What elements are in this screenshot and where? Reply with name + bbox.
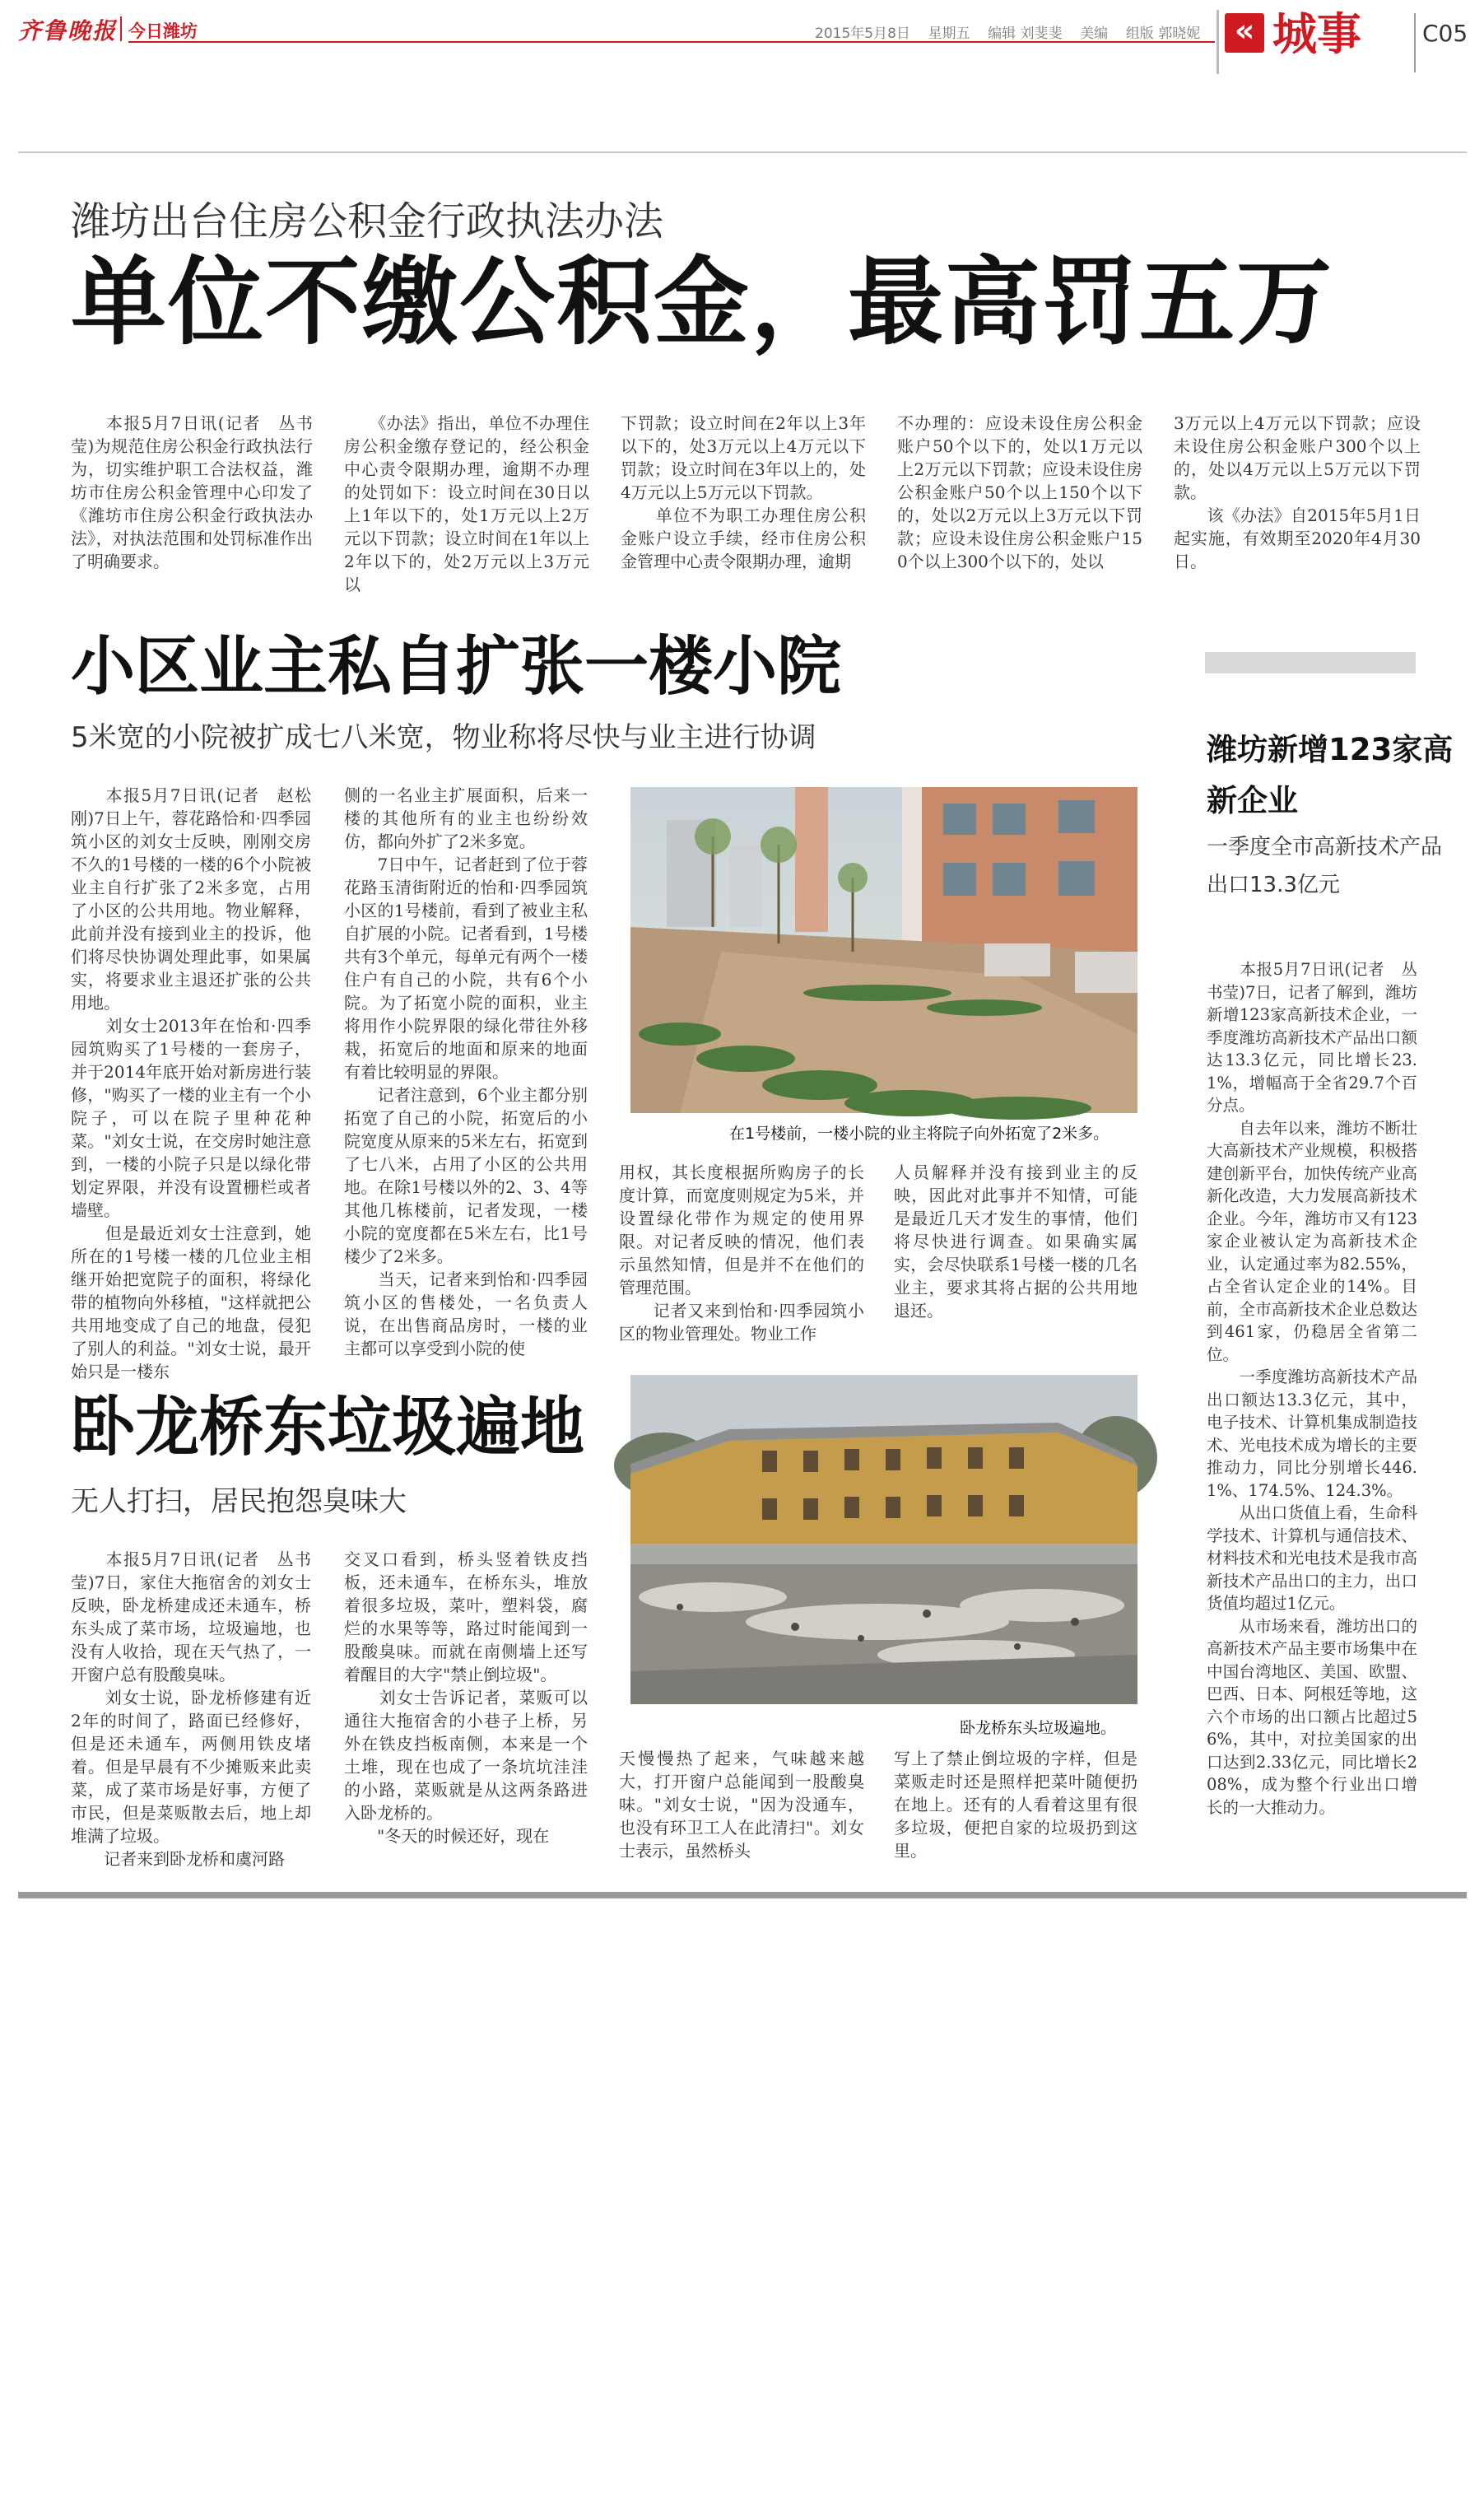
newspaper-logo: 齐鲁晚报 [18,17,118,44]
story3-column-4: 写上了禁止倒垃圾的字样，但是菜贩走时还是照样把菜叶随便扔在地上。还有的人看着这里有很多垃圾，便把自家的垃圾扔到这里。 [894,1749,1137,1861]
logo-divider [120,16,122,41]
story2-subhead: 5米宽的小院被扩成七八米宽，物业称将尽快与业主进行协调 [71,721,816,754]
section-arrow-icon: « [1225,13,1264,53]
section-title: 城事 [1272,8,1361,60]
sidebar-top-bar [1205,652,1416,673]
story1-column-2: 《办法》指出，单位不办理住房公积金缴存登记的，经公积金中心责令限期办理，逾期不办理的处罚如下：设立时间在30日以上1年以下的，处1万元以上2万元以下罚款；设立时间在1年以上2年以下的，处2万元以上3万元以 [344,413,589,594]
section-name: 今日潍坊 [128,21,198,41]
issue-info [815,21,1200,42]
story1-kicker: 潍坊出台住房公积金行政执法办法 [71,198,664,245]
sidebar-headline: 潍坊新增123家高新企业 [1207,732,1454,818]
issue-weekday: 星期五 [928,26,970,42]
residential-yard-illustration [630,787,1137,1113]
story2-column-2: 侧的一名业主扩展面积，后来一楼的其他所有的业主也纷纷效仿，都向外扩了2米多宽。 7日中午，记者赶到了位于蓉花路玉清街附近的怡和·四季园筑小区的1号楼前，看到了被业主私自扩展的小院。记者看到，1号楼共有3个单元，每单元有两个一楼住户有自己的小院，共有6个小院。为了拓宽小院的面积，业主将用作小院界限的绿化带往外移栽，拓宽后的地面和原来的地面有着比较明显的界限。 记者注意到，6个业主都分别拓宽了自己的小院，拓宽后的小院宽度从原来的5米左右，拓宽到了七八米，占用了小区的公共用地。在除1号楼以外的2、3、4等其他几栋楼前，记者发现，一楼小院的宽度都在5米左右，比1号楼少了2米多。 当天，记者来到怡和·四季园筑小区的售楼处，一名负责人说，在出售商品房时，一楼的业主都可以享受到小院的使 [344,785,588,1358]
issue-date: 2015年5月8日 [815,26,910,42]
story3-headline: 卧龙桥东垃圾遍地 [71,1391,585,1465]
layout-credit: 组版 郭晓妮 [1125,26,1201,42]
story1-column-3: 下罚款；设立时间在2年以上3年以下的，处3万元以上4万元以下罚款；设立时间在3年以上的，处4万元以上5万元以下罚款。 单位不为职工办理住房公积金账户设立手续，经市住房公积金管理中心责令限期办理，逾期 [621,413,866,571]
bottom-rule [18,1892,1467,1898]
page-number: C05 [1422,20,1468,47]
story3-column-1: 本报5月7日讯(记者 丛书莹)7日，家住大拖宿舍的刘女士反映，卧龙桥建成还未通车，桥东头成了菜市场，垃圾遍地，也没有人收拾，现在天气热了，一开窗户总有股酸臭味。 刘女士说，卧龙桥修建有近2年的时间了，路面已经修好，但是还未通车，两侧用铁皮堵着。但是早晨有不少摊贩来此卖菜，成了菜市场是好事，方便了市民，但是菜贩散去后，地上却堆满了垃圾。 记者来到卧龙桥和虞河路 [71,1549,311,1869]
residential-yard-photo [630,787,1137,1113]
designer-credit: 美编 [1080,26,1109,42]
story3-column-3: 天慢慢热了起来，气味越来越大，打开窗户总能闻到一股酸臭味。"刘女士说，"因为没通车，也没有环卫工人在此清扫"。刘女士表示，虽然桥头 [619,1749,864,1861]
masthead [0,0,1484,82]
story3-photo-caption: 卧龙桥东头垃圾遍地。 [960,1719,1117,1737]
story1-column-4: 不办理的：应设未设住房公积金账户50个以下的，处以1万元以上2万元以下罚款；应设未设住房公积金账户50个以上150个以下的，处以2万元以上3万元以下罚款；应设未设住房公积金账户150个以上300个以下的，处以 [897,413,1142,571]
masthead-divider-right [1414,13,1416,72]
story2-headline: 小区业主私自扩张一楼小院 [71,630,842,704]
story2-column-4: 人员解释并没有接到业主的反映，因此对此事并不知情，可能是最近几天才发生的事情，他们将尽快进行调查。如果确实属实，会尽快联系1号楼一楼的几名业主，要求其将占据的公共用地退还。 [894,1162,1137,1321]
masthead-divider-left [1217,10,1219,74]
story1-column-5: 3万元以上4万元以下罚款；应设未设住房公积金账户300个以上的，处以4万元以上5万元以下罚款。 该《办法》自2015年5月1日起实施，有效期至2020年4月30日。 [1174,413,1421,571]
story2-photo-caption: 在1号楼前，一楼小院的业主将院子向外拓宽了2米多。 [729,1125,1110,1143]
story1-headline: 单位不缴公积金，最高罚五万 [71,247,1333,358]
sidebar-subhead: 一季度全市高新技术产品出口13.3亿元 [1207,835,1443,897]
garbage-site-illustration [630,1375,1137,1704]
story2-column-1: 本报5月7日讯(记者 赵松刚)7日上午，蓉花路恰和·四季园筑小区的刘女士反映，刚刚交房不久的1号楼的一楼的6个小院被业主自行扩张了2米多宽，占用了小区的公共用地。物业解释，此前并没有接到业主的投诉，他们将尽快协调处理此事，如果属实，将要求业主退还扩张的公共用地。 刘女士2013年在怡和·四季园筑购买了1号楼的一套房子，并于2014年底开始对新房进行装修，"购买了一楼的业主有一个小院子，可以在院子里种花种菜。"刘女士说，在交房时她注意到，一楼的小院子只是以绿化带划定界限，并没有设置栅栏或者墙壁。 但是最近刘女士注意到，她所在的1号楼一楼的几位业主相继开始把宽院子的面积，将绿化带的植物向外移植，"这样就把公共用地变成了自己的地盘，侵犯了别人的利益。"刘女士说，最开始只是一楼东 [71,785,311,1381]
editor-credit: 编辑 刘斐斐 [988,26,1063,42]
story2-column-3: 用权，其长度根据所购房子的长度计算，而宽度则规定为5米，并设置绿化带作为规定的使用界限。对记者反映的情况，他们表示虽然知情，但是并不在他们的管理范围。 记者又来到怡和·四季园筑小区的物业管理处。物业工作 [619,1162,864,1344]
story3-subhead: 无人打扫，居民抱怨臭味大 [71,1485,407,1518]
story3-column-2: 交叉口看到，桥头竖着铁皮挡板，还未通车，在桥东头，堆放着很多垃圾，菜叶，塑料袋，腐烂的水果等等，路过时能闻到一股酸臭味。而就在南侧墙上还写着醒目的大字"禁止倒垃圾"。 刘女士告诉记者，菜贩可以通往大拖宿舍的小巷子上桥，另外在铁皮挡板南侧，本来是一个土堆，现在也成了一条坑坑洼洼的小路，菜贩就是从这两条路进入卧龙桥的。 "冬天的时候还好，现在 [344,1549,588,1846]
story1-column-1: 本报5月7日讯(记者 丛书莹)为规范住房公积金行政执法行为，切实维护职工合法权益，潍坊市住房公积金管理中心印发了《潍坊市住房公积金行政执法办法》，对执法范围和处罚标准作出了明确要求。 [71,413,313,571]
top-rule [18,151,1467,153]
sidebar-body: 本报5月7日讯(记者 丛书莹)7日，记者了解到，潍坊新增123家高新技术企业，一季度潍坊高新技术产品出口额达13.3亿元，同比增长23.1%，增幅高于全省29.7个百分点。 自去年以来，潍坊不断壮大高新技术产业规模，积极搭建创新平台，加快传统产业高新化改造，大力发展高新技术企业。今年，潍坊市又有123家企业被认定为高新技术企业，认定通过率为82.55%，占全省认定企业的14%。目前，全市高新技术企业总数达到461家，仍稳居全省第二位。 一季度潍坊高新技术产品出口额达13.3亿元，其中，电子技术、计算机集成制造技术、光电技术成为增长的主要推动力，同比分别增长446.1%、174.5%、124.3%。 从出口货值上看，生命科学技术、计算机与通信技术、材料技术和光电技术是我市高新技术产品出口的主力，出口货值均超过1亿元。 从市场来看，潍坊出口的高新技术产品主要市场集中在中国台湾地区、美国、欧盟、巴西、日本、阿根廷等地，这六个市场的出口额占比超过56%，其中，对拉美国家的出口达到2.33亿元，同比增长208%，成为整个行业出口增长的一大推动力。 [1207,960,1417,1817]
garbage-site-photo [630,1375,1137,1704]
